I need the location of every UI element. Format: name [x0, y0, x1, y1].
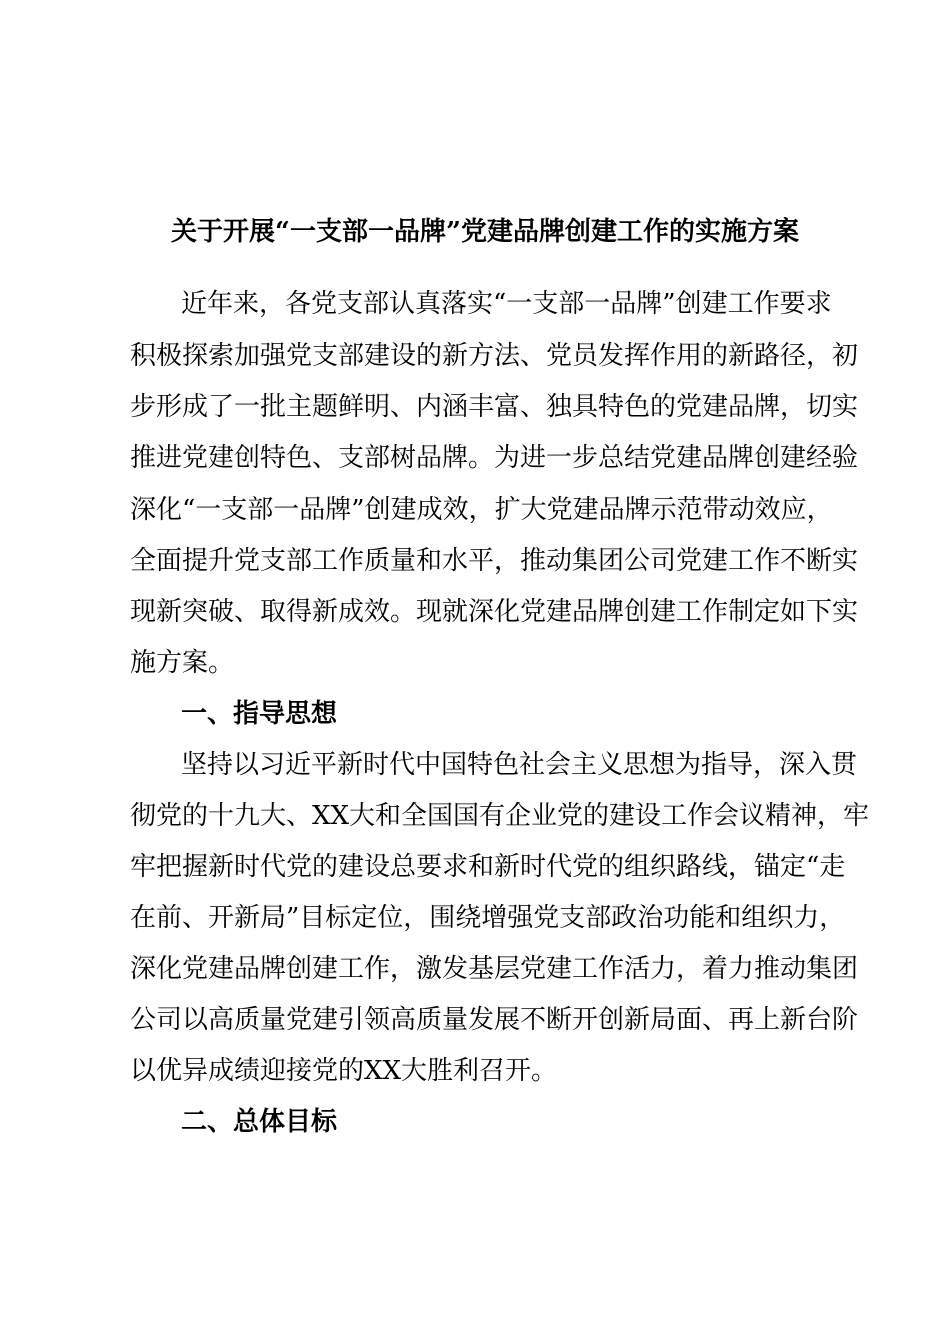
document-title: 关于开展“一支部一品牌”党建品牌创建工作的实施方案	[171, 217, 799, 247]
section1-line-7: 以优异成绩迎接党的XX大胜利召开。	[130, 1056, 558, 1086]
intro-line-1: 近年来，各党支部认真落实“一支部一品牌”创建工作要求	[181, 289, 832, 319]
section1-line-6: 公司以高质量党建引领高质量发展不断开创新局面、再上新台阶	[130, 1005, 859, 1035]
section1-heading: 一、指导思想	[181, 699, 338, 729]
intro-line-4: 推进党建创特色、支部树品牌。为进一步总结党建品牌创建经验	[130, 443, 859, 473]
intro-line-6: 全面提升党支部工作质量和水平，推动集团公司党建工作不断实	[130, 546, 859, 576]
section1-line-2: 彻党的十九大、XX大和全国国有企业党的建设工作会议精神，牢	[130, 801, 870, 831]
section2-heading: 二、总体目标	[181, 1107, 338, 1137]
section1-line-5: 深化党建品牌创建工作，激发基层党建工作活力，着力推动集团	[130, 954, 859, 984]
intro-line-8: 施方案。	[130, 648, 235, 678]
intro-line-3: 步形成了一批主题鲜明、内涵丰富、独具特色的党建品牌，切实	[130, 392, 859, 422]
section1-line-4: 在前、开新局”目标定位，围绕增强党支部政治功能和组织力，	[130, 903, 846, 933]
intro-line-2: 积极探索加强党支部建设的新方法、党员发挥作用的新路径，初	[130, 341, 859, 371]
section1-line-1: 坚持以习近平新时代中国特色社会主义思想为指导，深入贯	[181, 750, 858, 780]
intro-line-5: 深化“一支部一品牌”创建成效，扩大党建品牌示范带动效应，	[130, 495, 833, 525]
section1-line-3: 牢把握新时代党的建设总要求和新时代党的组织路线，锚定“走	[130, 852, 846, 882]
intro-line-7: 现新突破、取得新成效。现就深化党建品牌创建工作制定如下实	[130, 597, 859, 627]
